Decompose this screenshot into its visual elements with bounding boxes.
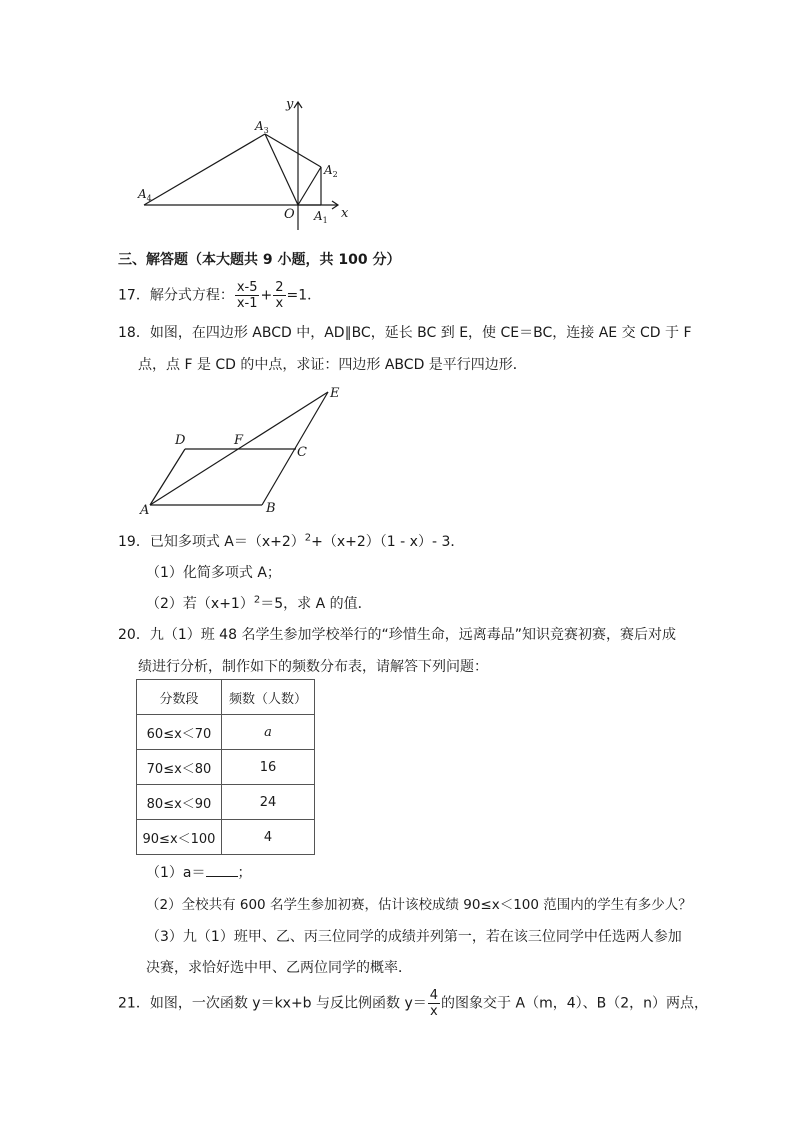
q19-part-2-superscript: 2 xyxy=(253,594,261,606)
q17-text: 解分式方程： xyxy=(149,287,234,304)
q21-frac-numerator: 4 xyxy=(429,988,439,1003)
q17-equals: =1． xyxy=(286,287,322,304)
section-heading: 三、解答题（本大题共 9 小题，共 100 分） xyxy=(118,252,401,268)
label-o: O xyxy=(284,207,295,222)
q18-line-2: 点，点 F 是 CD 的中点，求证：四边形 ABCD 是平行四边形． xyxy=(138,357,527,373)
q21-number: 21． xyxy=(118,995,150,1012)
segment-a-d xyxy=(150,449,185,505)
label-a3: A xyxy=(255,119,264,133)
label-a4: A xyxy=(138,187,147,201)
q19-part-2 xyxy=(146,593,372,613)
table-cell-count: a xyxy=(222,715,315,750)
label-b: B xyxy=(266,501,276,516)
label-a: A xyxy=(140,503,150,518)
segment-a3-a4 xyxy=(144,134,265,205)
q19-superscript: 2 xyxy=(304,532,312,544)
parallelogram-figure xyxy=(130,378,360,518)
q17-fraction-1 xyxy=(235,280,260,311)
q20-part-1 xyxy=(146,862,252,882)
label-a2-sub: 2 xyxy=(332,170,338,179)
label-a1: A xyxy=(314,209,323,223)
table-row xyxy=(137,785,315,820)
q17-frac1-numerator: x-5 xyxy=(236,280,258,295)
label-d: D xyxy=(175,433,186,448)
label-y: y xyxy=(286,97,294,112)
segment-a2-a3 xyxy=(265,134,321,167)
question-21 xyxy=(118,988,708,1019)
q21-text-a: 如图，一次函数 y＝kx+b 与反比例函数 y＝ xyxy=(149,995,427,1012)
segment-o-a3 xyxy=(265,134,298,205)
q20-part-3-line-2: 决赛，求恰好选中甲、乙两位同学的概率． xyxy=(146,960,412,976)
table-cell-range: 90≤x＜100 xyxy=(137,820,222,855)
table-row xyxy=(137,750,315,785)
table-row xyxy=(137,820,315,855)
q20-line-1: 九（1）班 48 名学生参加学校举行的“珍惜生命，远离毒品”知识竞赛初赛，赛后对成 xyxy=(149,627,676,643)
q17-frac2-denominator: x xyxy=(275,296,284,311)
label-x: x xyxy=(341,206,349,221)
q19-text-tail: +（x+2）（1 - x）- 3． xyxy=(311,534,465,550)
question-18-line-1 xyxy=(118,322,692,342)
label-e: E xyxy=(330,386,340,401)
q18-number: 18． xyxy=(118,325,150,341)
table-cell-count: 24 xyxy=(222,785,315,820)
table-header-frequency: 频数（人数） xyxy=(222,680,315,715)
segment-o-a2 xyxy=(298,167,321,205)
q21-frac-denominator: x xyxy=(430,1004,438,1019)
svg-text:A4 xyxy=(137,187,152,203)
q17-frac2-numerator: 2 xyxy=(275,280,284,295)
q18-line-1: 如图，在四边形 ABCD 中，AD∥BC，延长 BC 到 E，使 CE＝BC，连接 AE 交 CD 于 F xyxy=(149,325,692,341)
table-cell-range: 60≤x＜70 xyxy=(137,715,222,750)
q17-plus: + xyxy=(260,287,273,304)
label-a3-sub: 3 xyxy=(263,126,269,135)
q19-part-1: （1）化简多项式 A； xyxy=(146,565,281,581)
q19-text: 已知多项式 A＝（x+2） xyxy=(149,534,305,550)
frequency-table xyxy=(136,679,315,855)
q17-frac1-denominator: x-1 xyxy=(236,296,258,311)
q20-part-3-line-1: （3）九（1）班甲、乙、丙三位同学的成绩并列第一，若在该三位同学中任选两人参加 xyxy=(146,929,682,945)
label-f: F xyxy=(234,433,244,448)
q17-fraction-2 xyxy=(273,280,285,311)
q19-number: 19． xyxy=(118,534,150,550)
question-20-line-1 xyxy=(118,624,676,644)
coordinate-figure xyxy=(130,90,360,240)
table-header-score: 分数段 xyxy=(137,680,222,715)
question-19 xyxy=(118,531,464,551)
label-a4-sub: 4 xyxy=(146,194,152,203)
table-cell-count: 16 xyxy=(222,750,315,785)
label-a2: A xyxy=(324,163,333,177)
q19-part-2-a: （2）若（x+1） xyxy=(146,596,254,612)
q21-text-b: 的图象交于 A（m，4）、B（2，n）两点， xyxy=(441,995,709,1012)
svg-text:A1 xyxy=(313,209,328,225)
q17-number: 17． xyxy=(118,287,150,304)
table-header-row xyxy=(137,680,315,715)
question-17 xyxy=(118,280,321,311)
q20-part-1-b: ； xyxy=(237,865,252,881)
table-cell-range: 80≤x＜90 xyxy=(137,785,222,820)
label-a1-sub: 1 xyxy=(322,216,328,225)
svg-text:A3 xyxy=(254,119,269,135)
q19-part-2-b: ＝5，求 A 的值． xyxy=(260,596,372,612)
q20-number: 20． xyxy=(118,627,150,643)
svg-text:A2 xyxy=(323,163,338,179)
table-cell-count: 4 xyxy=(222,820,315,855)
answer-blank xyxy=(206,862,238,877)
table-cell-range: 70≤x＜80 xyxy=(137,750,222,785)
q20-part-2: （2）全校共有 600 名学生参加初赛，估计该校成绩 90≤x＜100 范围内的学生有多少人？ xyxy=(146,897,692,913)
label-c: C xyxy=(297,445,307,460)
q20-line-2: 绩进行分析，制作如下的频数分布表，请解答下列问题： xyxy=(138,659,488,675)
q21-fraction xyxy=(428,988,440,1019)
table-row xyxy=(137,715,315,750)
q20-part-1-a: （1）a＝ xyxy=(146,865,206,881)
